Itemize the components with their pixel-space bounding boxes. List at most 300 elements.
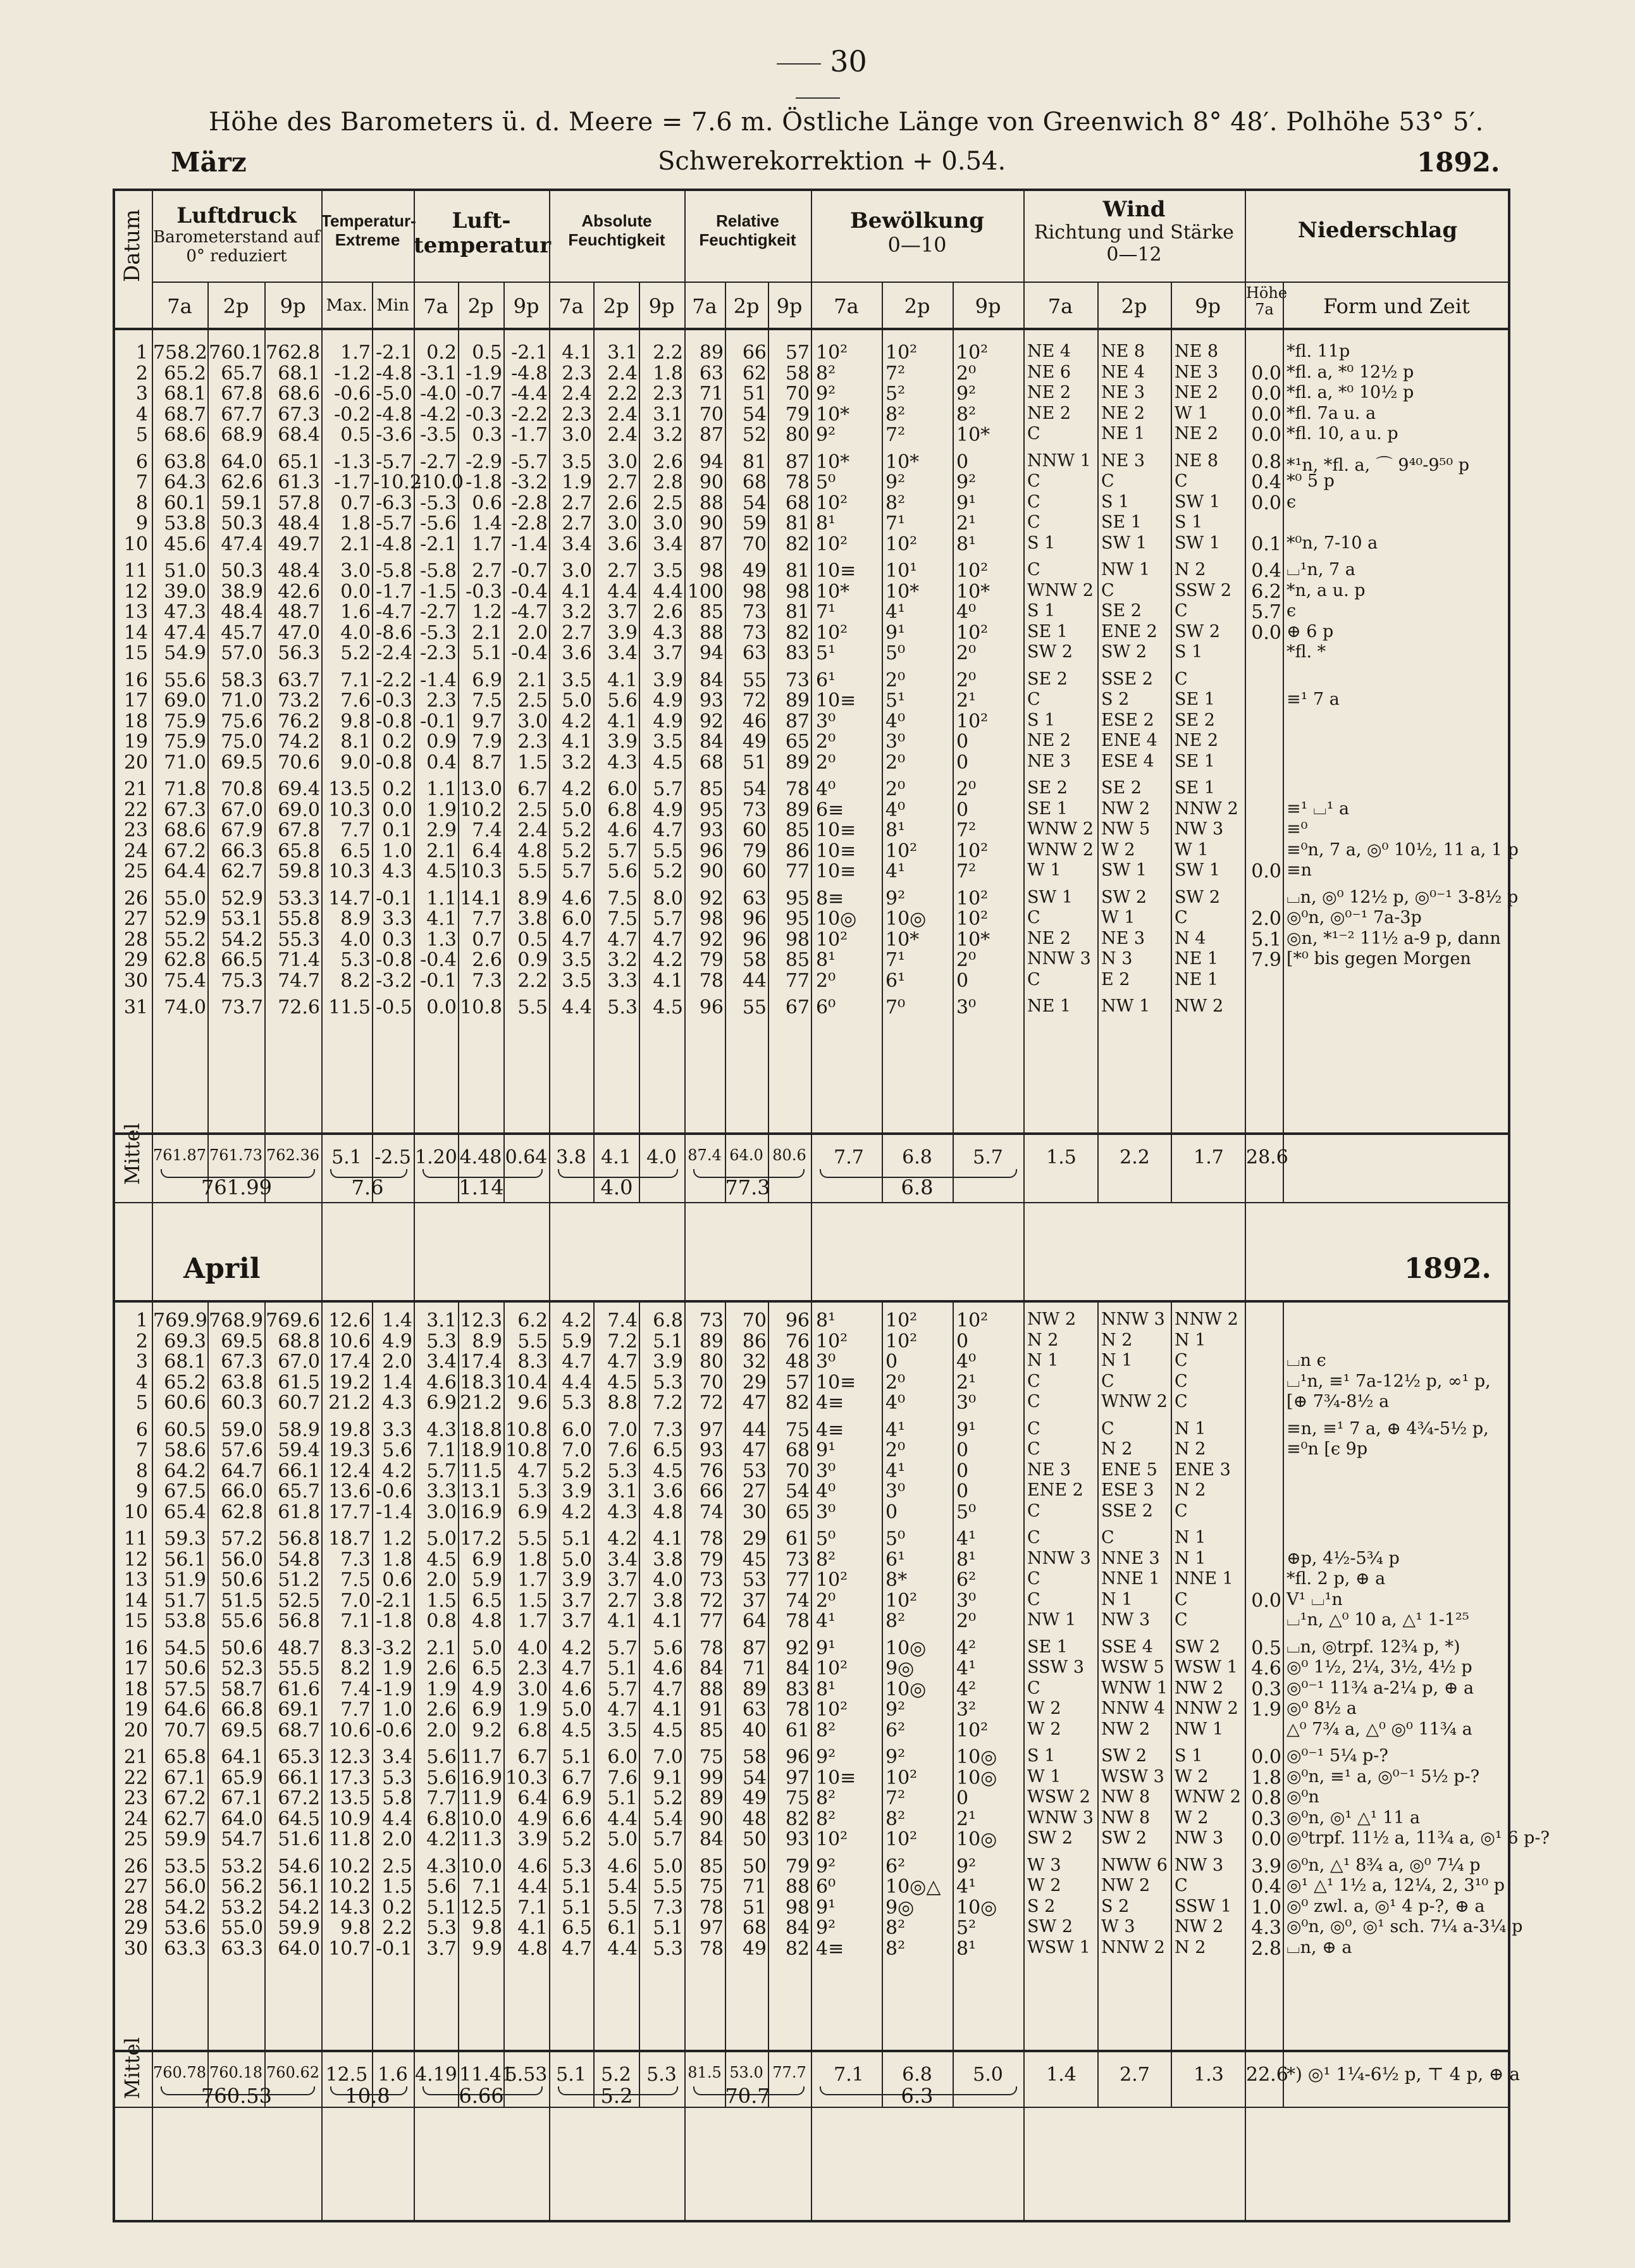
bew-7a-cell: 7¹	[816, 601, 836, 623]
mean-value: 1.7	[1194, 1146, 1224, 1168]
bar-2p-cell: 57.0	[221, 642, 263, 664]
precip-form-cell: *¹n, *fl. a, ⌒ 9⁴⁰-9⁵⁰ p	[1286, 455, 1470, 475]
rel-2p-cell: 96	[742, 908, 767, 930]
bew-2p-cell: 7²	[885, 424, 906, 446]
t-9p-cell: 2.0	[517, 621, 548, 644]
bew-2p-cell: 4¹	[885, 601, 906, 623]
abs-2p-cell: 3.3	[607, 969, 638, 992]
day-cell: 16	[123, 1637, 148, 1659]
mean-value: 5.7	[973, 1146, 1003, 1168]
abs-2p-cell: 2.2	[607, 383, 638, 405]
abs-9p-cell: 2.2	[653, 342, 683, 364]
rel-7a-cell: 77	[699, 1610, 724, 1632]
tmax-cell: 12.4	[328, 1459, 371, 1482]
wind-2p-cell: ESE 3	[1101, 1480, 1154, 1500]
precip-form-cell: ◎⁰trpf. 11½ a, 11¾ a, ◎¹ 6 p-?	[1286, 1828, 1550, 1848]
tmin-cell: 3.3	[382, 908, 412, 930]
t-7a-cell: 5.6	[426, 1876, 457, 1898]
wind-7a-cell: C	[1027, 1371, 1040, 1391]
precip-height-cell: 0.0	[1251, 1589, 1281, 1612]
abs-7a-cell: 5.2	[562, 1459, 592, 1482]
t-9p-cell: -0.4	[511, 642, 548, 664]
bew-7a-cell: 9¹	[816, 1439, 836, 1461]
wind-2p-cell: NE 1	[1101, 424, 1145, 443]
bew-7a-cell: 8²	[816, 1548, 836, 1571]
wind-9p-cell: SW 1	[1175, 533, 1221, 553]
rel-9p-cell: 98	[785, 928, 810, 951]
rel-7a-cell: 66	[699, 1480, 724, 1503]
t-2p-cell: 14.1	[460, 887, 502, 910]
rel-9p-cell: 61	[785, 1528, 810, 1550]
rel-2p-cell: 63	[742, 1699, 767, 1721]
tmax-cell: -1.3	[334, 450, 371, 473]
t-9p-cell: 4.6	[517, 1855, 548, 1878]
bar-7a-cell: 39.0	[164, 580, 206, 603]
t-2p-cell: 11.3	[460, 1828, 502, 1850]
bar-2p-cell: 53.1	[221, 908, 263, 930]
t-9p-cell: 4.8	[517, 840, 548, 862]
rel-7a-cell: 84	[699, 1658, 724, 1680]
rel-9p-cell: 81	[785, 601, 810, 623]
wind-2p-cell: C	[1101, 471, 1114, 491]
rel-9p-cell: 79	[785, 403, 810, 426]
day-cell: 13	[123, 601, 148, 623]
rel-2p-cell: 53	[742, 1459, 767, 1482]
wind-header: Wind Richtung und Stärke 0—12	[1034, 197, 1234, 266]
bar-9p-cell: 47.0	[278, 621, 320, 644]
tmin-cell: 1.0	[382, 840, 412, 862]
bar-2p-cell: 67.1	[221, 1787, 263, 1809]
t-9p-cell: 4.0	[517, 1637, 548, 1659]
abs-7a-cell: 4.4	[562, 1371, 592, 1394]
bew-2p-cell: 8²	[885, 492, 906, 514]
bar-7a-cell: 51.9	[164, 1569, 206, 1591]
tmax-cell: 13.5	[328, 778, 371, 800]
bew-7a-cell: 3⁰	[816, 1351, 836, 1373]
wind-9p-cell: S 1	[1175, 642, 1203, 662]
tmin-cell: 4.9	[382, 1330, 412, 1353]
tmax-cell: 10.9	[328, 1807, 371, 1830]
table-row	[114, 1501, 1509, 1525]
bew-9p-cell: 0	[956, 751, 969, 774]
rel-9p-cell: 48	[785, 1351, 810, 1373]
rel-7a-cell: 78	[699, 1637, 724, 1659]
wind-9p-cell: NW 1	[1175, 1719, 1224, 1739]
wind-7a-cell: C	[1027, 512, 1040, 532]
day-cell: 4	[135, 1371, 148, 1394]
tmax-cell: 17.7	[328, 1501, 371, 1523]
bar-7a-cell: 52.9	[164, 908, 206, 930]
t-2p-cell: 5.1	[472, 642, 502, 664]
rel-2p-cell: 59	[742, 512, 767, 535]
abs-7a-cell: 3.9	[562, 1569, 592, 1591]
precip-form-cell: ⊕ 6 p	[1286, 621, 1334, 641]
abs-9p-cell: 4.5	[653, 751, 683, 774]
t-7a-cell: 4.2	[426, 1828, 457, 1850]
bar-7a-cell: 769.9	[153, 1310, 207, 1332]
abs-9p-cell: 9.1	[653, 1766, 683, 1789]
wind-2p-cell: NW 1	[1101, 996, 1151, 1016]
bar-9p-cell: 48.4	[278, 512, 320, 535]
t-7a-cell: 3.7	[426, 1937, 457, 1960]
tmin-cell: 3.3	[382, 1418, 412, 1441]
bew-9p-cell: 10²	[956, 710, 989, 733]
bew-9p-cell: 4¹	[956, 1658, 977, 1680]
abs-2p-cell: 6.0	[607, 778, 638, 800]
precip-form-cell: ◎⁰ 8½ a	[1286, 1699, 1357, 1718]
bew-2p-cell: 10²	[885, 1766, 918, 1789]
tmin-cell: -4.8	[376, 533, 412, 555]
abs-9p-cell: 3.4	[653, 533, 683, 555]
tmin-cell: 0.2	[382, 731, 412, 753]
bew-2p-cell: 10²	[885, 1330, 918, 1353]
bew-9p-cell: 10◎	[956, 1766, 997, 1789]
bew-9p-cell: 0	[956, 1480, 969, 1503]
wind-7a-cell: NE 1	[1027, 996, 1071, 1016]
day-cell: 9	[135, 512, 148, 535]
tmax-cell: 21.2	[328, 1392, 371, 1414]
t-9p-cell: 2.3	[517, 731, 548, 753]
abs-2p-cell: 2.6	[607, 492, 638, 514]
bew-2p-cell: 8²	[885, 1937, 906, 1960]
rel-7a-cell: 85	[699, 1719, 724, 1742]
wind-9p-cell: NW 3	[1175, 819, 1224, 839]
wind-7a-cell: WNW 3	[1027, 1807, 1094, 1828]
rel-7a-cell: 85	[699, 1855, 724, 1878]
day-cell: 22	[123, 1766, 148, 1789]
bar-2p-cell: 58.3	[221, 669, 263, 691]
bew-7a-cell: 10²	[816, 1699, 848, 1721]
wind-9p-cell: C	[1175, 1876, 1188, 1895]
rel-2p-cell: 72	[742, 690, 767, 712]
bar-2p-cell: 56.0	[221, 1548, 263, 1571]
bew-7a-cell: 10≡	[816, 690, 856, 712]
day-cell: 5	[135, 1392, 148, 1414]
bar-7a-cell: 68.7	[164, 403, 206, 426]
wind-7a-cell: NNW 1	[1027, 450, 1091, 471]
bew-7a-cell: 10*	[816, 403, 850, 426]
mean-value: 761.73	[209, 1146, 262, 1164]
table-row	[114, 1828, 1550, 1852]
wind-7a-cell: NE 3	[1027, 1459, 1071, 1480]
rel-9p-cell: 70	[785, 383, 810, 405]
bew-9p-cell: 10²	[956, 840, 989, 862]
tmax-cell: 5.2	[340, 642, 371, 664]
t-2p-cell: 0.6	[472, 492, 502, 514]
tmin-cell: -1.8	[376, 1610, 412, 1632]
rel-9p: 9p	[776, 294, 803, 318]
t-2p-cell: 18.9	[460, 1439, 502, 1461]
day-cell: 24	[123, 840, 148, 862]
abs-2p-cell: 4.1	[607, 1610, 638, 1632]
abs-7a-cell: 5.1	[562, 1528, 592, 1550]
bew-7a-cell: 9²	[816, 383, 836, 405]
rel-2p-cell: 58	[742, 949, 767, 971]
day-cell: 29	[123, 949, 148, 971]
day-cell: 8	[135, 492, 148, 514]
bar-2p-cell: 70.8	[221, 778, 263, 800]
wind-2p-cell: NW 2	[1101, 1876, 1151, 1895]
wind-9p-cell: NW 2	[1175, 1678, 1224, 1698]
table-row	[114, 970, 1509, 994]
day-cell: 20	[123, 1719, 148, 1742]
mean-value: 1.5	[1046, 1146, 1077, 1168]
bew-2p-cell: 9◎	[885, 1896, 915, 1919]
rel-9p-cell: 85	[785, 819, 810, 841]
day-cell: 19	[123, 1699, 148, 1721]
bew-9p-cell: 0	[956, 798, 969, 821]
precip-height-cell: 0.0	[1251, 1828, 1281, 1850]
tmax-cell: 7.7	[340, 819, 371, 841]
mean-value: 87.4	[688, 1146, 722, 1164]
abs-7a-cell: 3.0	[562, 560, 592, 582]
t-9p-cell: 0.9	[517, 949, 548, 971]
precip-height-cell: 0.1	[1251, 533, 1281, 555]
bar-7a-cell: 71.0	[164, 751, 206, 774]
bew-7a-cell: 10²	[816, 492, 848, 514]
abs-7a-cell: 6.0	[562, 908, 592, 930]
bar-9p-cell: 56.3	[278, 642, 320, 664]
bar-7a-cell: 59.3	[164, 1528, 206, 1550]
abs-9p-cell: 4.1	[653, 1528, 683, 1550]
abs-9p-cell: 3.2	[653, 424, 683, 446]
abs-2p-cell: 2.7	[607, 1589, 638, 1612]
day-cell: 21	[123, 778, 148, 800]
wind-7a-cell: W 2	[1027, 1699, 1061, 1718]
abs-9p-cell: 2.6	[653, 601, 683, 623]
wind-2p-cell: N 2	[1101, 1439, 1133, 1459]
rel-9p-cell: 85	[785, 949, 810, 971]
bew-2p-cell: 8¹	[885, 819, 906, 841]
abs-7a-cell: 5.2	[562, 840, 592, 862]
bar-9p-cell: 74.7	[278, 969, 320, 992]
abs-2p-cell: 3.9	[607, 621, 638, 644]
rel-7a-cell: 88	[699, 1678, 724, 1701]
abs-7a-cell: 6.7	[562, 1766, 592, 1789]
bew-7a-cell: 2⁰	[816, 1589, 836, 1612]
abs-9p-cell: 5.2	[653, 1787, 683, 1809]
t-9p-cell: 1.7	[517, 1569, 548, 1591]
mean-value: 2.7	[1120, 2064, 1150, 2086]
bew-9p-cell: 5⁰	[956, 1501, 977, 1523]
precip-form-cell: ◎⁰n, ≡¹ a, ◎⁰⁻¹ 5½ p-?	[1286, 1766, 1480, 1787]
day-cell: 2	[135, 362, 148, 385]
tmax-cell: 13.6	[328, 1480, 371, 1503]
t-9p-cell: 10.8	[505, 1418, 548, 1441]
tmax-cell: 6.5	[340, 840, 371, 862]
tmax-cell: 7.1	[340, 669, 371, 691]
abs-7a-cell: 4.6	[562, 887, 592, 910]
rel-9p-cell: 70	[785, 1459, 810, 1482]
table-row	[114, 1392, 1509, 1416]
tmax-cell: 10.6	[328, 1330, 371, 1353]
combined-mean: 5.2	[600, 2084, 633, 2108]
t-9p-cell: 3.9	[517, 1828, 548, 1850]
abs-9p-cell: 4.5	[653, 1719, 683, 1742]
day-cell: 16	[123, 669, 148, 691]
wind-2p-cell: W 2	[1101, 840, 1135, 860]
bar-9p-cell: 55.3	[278, 928, 320, 951]
tmin-cell: -4.7	[376, 601, 412, 623]
bew-2p-cell: 10◎	[885, 1678, 927, 1701]
bew-9p-cell: 9²	[956, 383, 977, 405]
day-cell: 10	[123, 533, 148, 555]
rel-9p-cell: 80	[785, 424, 810, 446]
bew-7a-cell: 10²	[816, 1569, 848, 1591]
wind-7a-cell: C	[1027, 424, 1040, 443]
bew-9p-cell: 10²	[956, 342, 989, 364]
wind-7a-cell: SW 1	[1027, 887, 1073, 907]
wind-9p-cell: SE 2	[1175, 710, 1215, 730]
abs-7a-cell: 5.9	[562, 1330, 592, 1353]
precip-height-cell: 0.0	[1251, 492, 1281, 514]
rel-9p-cell: 78	[785, 1610, 810, 1632]
precip-form-cell: [*⁰ bis gegen Morgen	[1286, 949, 1471, 969]
bew-9p-cell: 5²	[956, 1917, 977, 1939]
precip-form-cell: [⊕ 7¾-8½ a	[1286, 1392, 1390, 1411]
bew-7a-cell: 8¹	[816, 1678, 836, 1701]
t-7a-cell: 6.8	[426, 1807, 457, 1830]
bew-2p-cell: 2⁰	[885, 1439, 906, 1461]
wind-9p-cell: S 1	[1175, 1746, 1203, 1766]
wind-7a-cell: NNW 3	[1027, 1548, 1091, 1568]
t-2p-cell: -2.9	[466, 450, 502, 473]
tmin-cell: 0.3	[382, 928, 412, 951]
abs-7a-cell: 3.2	[562, 601, 592, 623]
bar-9p-cell: 59.8	[278, 860, 320, 883]
wind-9p-cell: SE 1	[1175, 751, 1215, 771]
wind-2p-cell: NE 3	[1101, 928, 1145, 948]
wind-2p-cell: ENE 4	[1101, 731, 1157, 750]
rel-2p-cell: 73	[742, 798, 767, 821]
mean-value: 77.7	[772, 2064, 806, 2081]
rel-9p-cell: 68	[785, 492, 810, 514]
wind-7a-cell: S 1	[1027, 601, 1056, 621]
rel-2p-cell: 55	[742, 996, 767, 1019]
wind-2p-cell: NE 3	[1101, 450, 1145, 471]
abs-9p-cell: 5.0	[653, 1855, 683, 1878]
rel-9p-cell: 75	[785, 1787, 810, 1809]
wind-9p-cell: C	[1175, 1589, 1188, 1609]
t-7a-cell: 4.3	[426, 1855, 457, 1878]
bew-7a-cell: 3⁰	[816, 710, 836, 733]
abs-2p-cell: 3.1	[607, 342, 638, 364]
abs-9p-cell: 4.9	[653, 690, 683, 712]
t-7a-cell: 2.3	[426, 690, 457, 712]
wind-2p-cell: NWW 6	[1101, 1855, 1168, 1875]
abs-7a-cell: 2.3	[562, 403, 592, 426]
t-9p-cell: -2.2	[511, 403, 548, 426]
rel-2p-cell: 51	[742, 751, 767, 774]
abs-2p-cell: 5.5	[607, 1896, 638, 1919]
wind-9p-cell: NNW 2	[1175, 1310, 1238, 1329]
tmin-cell: -5.7	[376, 512, 412, 535]
day-cell: 11	[123, 1528, 148, 1550]
t-7a-cell: 5.3	[426, 1330, 457, 1353]
wind-9p-cell: SW 2	[1175, 621, 1221, 641]
precip-height-cell: 0.4	[1251, 471, 1281, 493]
wind-7a-cell: C	[1027, 690, 1040, 709]
bew-9p-cell: 10²	[956, 1310, 989, 1332]
bew-7a-cell: 8¹	[816, 1310, 836, 1332]
tmax-cell: 10.3	[328, 798, 371, 821]
precip-height-cell: 0.0	[1251, 860, 1281, 883]
wind-9p-cell: NE 8	[1175, 450, 1219, 471]
tmax-cell: 19.2	[328, 1371, 371, 1394]
bar-9p-cell: 73.2	[278, 690, 320, 712]
mittel-label-april: Mittel	[120, 2037, 144, 2099]
t-9p-cell: -4.7	[511, 601, 548, 623]
t-7a-cell: 2.6	[426, 1699, 457, 1721]
abs-2p-cell: 2.7	[607, 471, 638, 493]
tmax-cell: 7.3	[340, 1548, 371, 1571]
tmax-cell: 7.6	[340, 690, 371, 712]
wind-9p-cell: NE 8	[1175, 342, 1219, 361]
day-cell: 22	[123, 798, 148, 821]
bew-7a-cell: 10≡	[816, 560, 856, 582]
header-bottom-line	[113, 328, 1509, 330]
t-7a-cell: -0.1	[420, 710, 457, 733]
t-2p-cell: 16.9	[460, 1766, 502, 1789]
rel-7a-cell: 84	[699, 731, 724, 753]
bew-2p-cell: 8²	[885, 1917, 906, 1939]
t-2p-cell: 8.9	[472, 1330, 502, 1353]
bar-2p-cell: 67.3	[221, 1351, 263, 1373]
rel-9p-cell: 77	[785, 860, 810, 883]
day-cell: 8	[135, 1459, 148, 1482]
wind-7a-cell: WNW 2	[1027, 840, 1094, 860]
t-9p-cell: -0.4	[511, 580, 548, 603]
bar-2p-cell: 54.7	[221, 1828, 263, 1850]
rel-2p-cell: 54	[742, 1766, 767, 1789]
bar-7a-cell: 64.2	[164, 1459, 206, 1482]
abs-2p-cell: 5.6	[607, 860, 638, 883]
abs-2p-cell: 4.5	[607, 1371, 638, 1394]
bew-2p-cell: 4¹	[885, 1459, 906, 1482]
bew-7a-cell: 5⁰	[816, 471, 836, 493]
tmax-cell: 9.8	[340, 1917, 371, 1939]
tmin-cell: -0.6	[376, 1480, 412, 1503]
bew-2p-cell: 4⁰	[885, 1392, 906, 1414]
day-cell: 15	[123, 642, 148, 664]
tmin-cell: 0.2	[382, 778, 412, 800]
combined-mean: 6.3	[901, 2084, 934, 2108]
bew-2p-cell: 4⁰	[885, 798, 906, 821]
rel-2p-cell: 60	[742, 819, 767, 841]
bar-9p-cell: 59.4	[278, 1439, 320, 1461]
abs-2p-cell: 8.8	[607, 1392, 638, 1414]
precip-height-cell: 0.8	[1251, 450, 1281, 473]
bew-9p-cell: 0	[956, 1439, 969, 1461]
rel-9p-cell: 65	[785, 1501, 810, 1523]
bar-2p-cell: 50.6	[221, 1637, 263, 1659]
abs-2p-cell: 5.3	[607, 1459, 638, 1482]
abs-7a-cell: 4.1	[562, 731, 592, 753]
precip-form-cell: ≡¹ 7 a	[1286, 690, 1340, 709]
bew-9p-cell: 10◎	[956, 1896, 997, 1919]
day-cell: 14	[123, 621, 148, 644]
bar-9p-cell: 64.5	[278, 1807, 320, 1830]
abs-7a-cell: 3.5	[562, 969, 592, 992]
abs-9p-cell: 4.9	[653, 710, 683, 733]
abs-9p-cell: 5.7	[653, 908, 683, 930]
bew-9p-cell: 10◎	[956, 1746, 997, 1768]
bar-9p-cell: 67.2	[278, 1787, 320, 1809]
rel-7a-cell: 89	[699, 1330, 724, 1353]
bar-2p-cell: 57.2	[221, 1528, 263, 1550]
bar-2p-cell: 59.0	[221, 1418, 263, 1441]
wind-2p-cell: S 2	[1101, 1896, 1130, 1916]
